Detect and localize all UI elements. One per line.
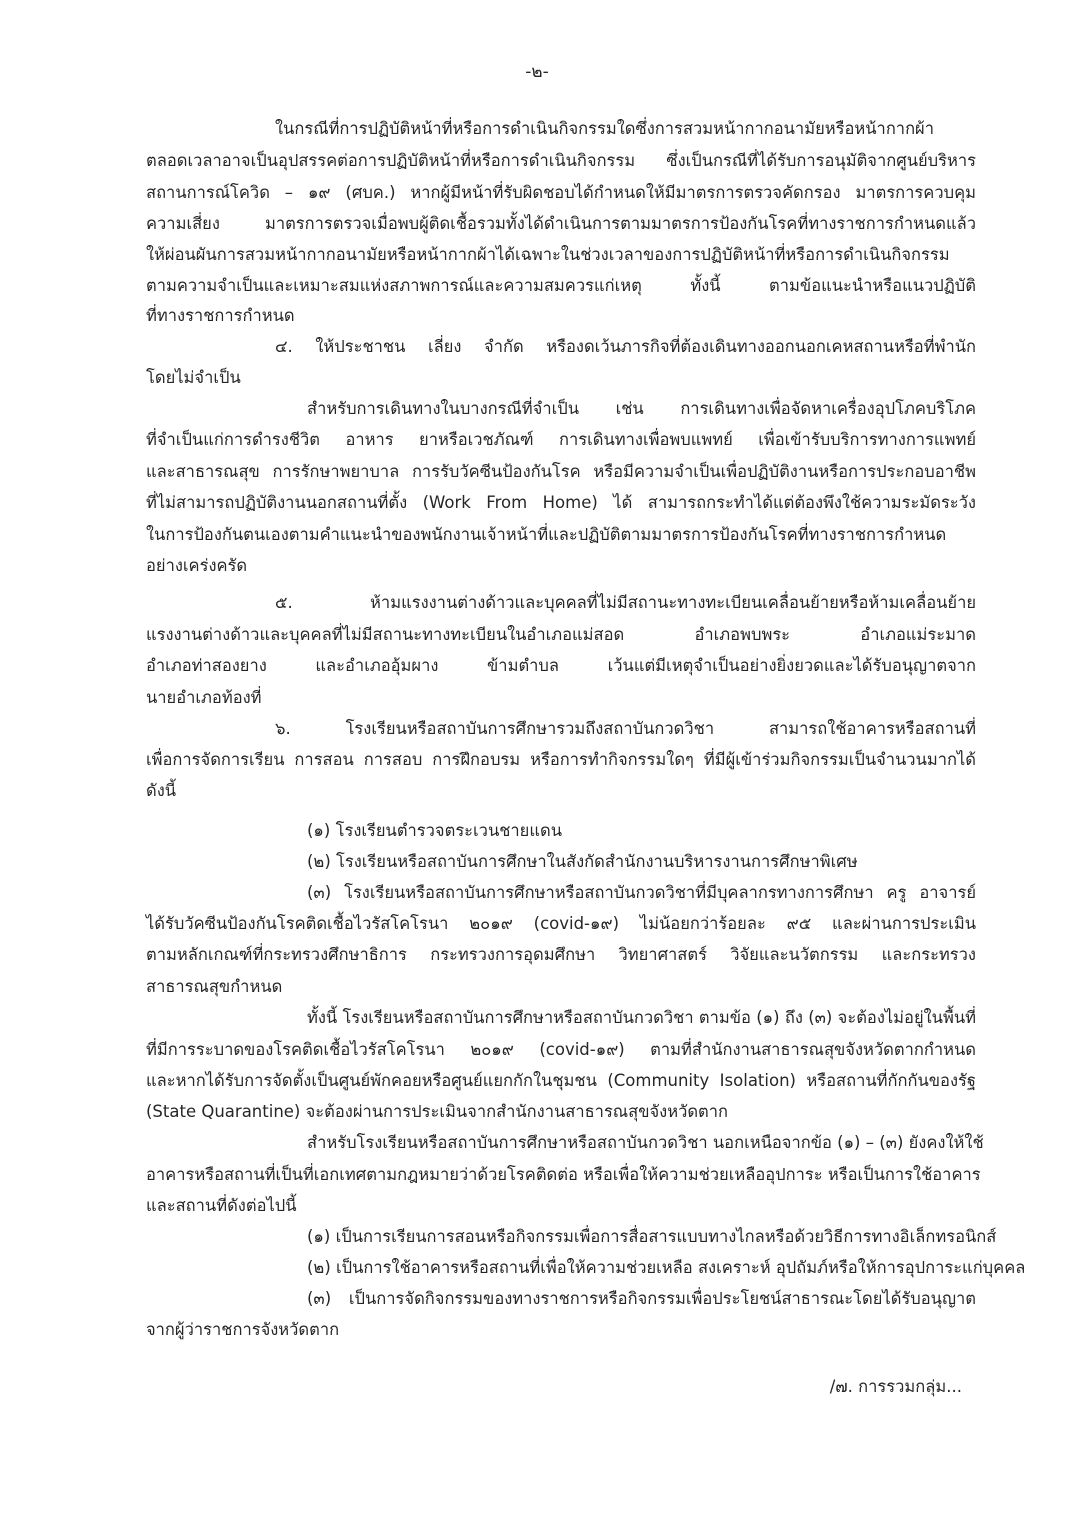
text-line: อำเภอท่าสองยาง และอำเภออุ้มผาง ข้ามตำบล เว้นแต่มีเหตุจำเป็นอย่างยิ่งยวดและได้รับอนุญาตจาก (146, 656, 976, 675)
text-line: (State Quarantine) จะต้องผ่านการประเมินจากสำนักงานสาธารณสุขจังหวัดตาก (146, 1102, 729, 1121)
text-line: และหากได้รับการจัดตั้งเป็นศูนย์พักคอยหรือศูนย์แยกกักในชุมชน (Community Isolation) หรือสถานที่กักกันของรัฐ (146, 1071, 976, 1090)
text-line: ๖. โรงเรียนหรือสถาบันการศึกษารวมถึงสถาบันกวดวิชา สามารถใช้อาคารหรือสถานที่ (275, 719, 976, 738)
text-line: ทั้งนี้ โรงเรียนหรือสถาบันการศึกษาหรือสถาบันกวดวิชา ตามข้อ (๑) ถึง (๓) จะต้องไม่อยู่ในพื้นที่ (307, 1008, 976, 1027)
text-line: สำหรับโรงเรียนหรือสถาบันการศึกษาหรือสถาบันกวดวิชา นอกเหนือจากข้อ (๑) – (๓) ยังคงให้ใช้ (307, 1133, 984, 1152)
text-line: ๕. ห้ามแรงงานต่างด้าวและบุคคลที่ไม่มีสถานะทางทะเบียนเคลื่อนย้ายหรือห้ามเคลื่อนย้าย (275, 593, 976, 612)
text-line: (๒) เป็นการใช้อาคารหรือสถานที่เพื่อให้ความช่วยเหลือ สงเคราะห์ อุปถัมภ์หรือให้การอุปการะแก่บุคคล (307, 1258, 1026, 1277)
text-line: ความเสี่ยง มาตรการตรวจเมื่อพบผู้ติดเชื้อรวมทั้งได้ดำเนินการตามมาตรการป้องกันโรคที่ทางราชการกำหนดแล้ว (146, 214, 976, 233)
text-line: ให้ผ่อนผันการสวมหน้ากากอนามัยหรือหน้ากากผ้าได้เฉพาะในช่วงเวลาของการปฏิบัติหน้าที่หรือการดำเนินกิจกรรม (146, 245, 950, 264)
text-line: สำหรับการเดินทางในบางกรณีที่จำเป็น เช่น การเดินทางเพื่อจัดหาเครื่องอุปโภคบริโภค (307, 399, 976, 418)
text-line: ตามหลักเกณฑ์ที่กระทรวงศึกษาธิการ กระทรวงการอุดมศึกษา วิทยาศาสตร์ วิจัยและนวัตกรรม และกระทรวง (146, 945, 976, 964)
text-line: จากผู้ว่าราชการจังหวัดตาก (146, 1320, 340, 1339)
text-line: (๑) เป็นการเรียนการสอนหรือกิจกรรมเพื่อการสื่อสารแบบทางไกลหรือด้วยวิธีการทางอิเล็กทรอนิกส์ (307, 1227, 997, 1246)
next-page-reference: /๗. การรวมกลุ่ม... (829, 1377, 962, 1396)
text-line: ได้รับวัคซีนป้องกันโรคติดเชื้อไวรัสโคโรนา ๒๐๑๙ (covid-๑๙) ไม่น้อยกว่าร้อยละ ๙๕ และผ่านการประเมิน (146, 914, 976, 933)
text-line: ตามความจำเป็นและเหมาะสมแห่งสภาพการณ์และความสมควรแก่เหตุ ทั้งนี้ ตามข้อแนะนำหรือแนวปฏิบัติ (146, 276, 976, 295)
text-line: โดยไม่จำเป็น (146, 368, 241, 387)
text-line: ดังนี้ (146, 781, 177, 800)
text-line: อย่างเคร่งครัด (146, 556, 248, 575)
text-line: (๒) โรงเรียนหรือสถาบันการศึกษาในสังกัดสำนักงานบริหารงานการศึกษาพิเศษ (307, 852, 858, 871)
text-line: ๔. ให้ประชาชน เลี่ยง จำกัด หรืองดเว้นภารกิจที่ต้องเดินทางออกนอกเคหสถานหรือที่พำนัก (275, 337, 976, 356)
text-line: อาคารหรือสถานที่เป็นที่เอกเทศตามกฎหมายว่าด้วยโรคติดต่อ หรือเพื่อให้ความช่วยเหลืออุปการะ หรือเป็นการใช้อาคาร (146, 1165, 981, 1184)
text-line: (๓) เป็นการจัดกิจกรรมของทางราชการหรือกิจกรรมเพื่อประโยชน์สาธารณะโดยได้รับอนุญาต (307, 1289, 976, 1308)
page-number: -๒- (525, 62, 549, 82)
text-line: ตลอดเวลาอาจเป็นอุปสรรคต่อการปฏิบัติหน้าที่หรือการดำเนินกิจกรรม ซึ่งเป็นกรณีที่ได้รับการอนุมัติจากศูนย์บริหาร (146, 151, 976, 170)
text-line: เพื่อการจัดการเรียน การสอน การสอบ การฝึกอบรม หรือการทำกิจกรรมใดๆ ที่มีผู้เข้าร่วมกิจกรรมเป็นจำนวนมากได้ (146, 750, 976, 769)
text-line: นายอำเภอท้องที่ (146, 688, 262, 707)
text-line: ที่ไม่สามารถปฏิบัติงานนอกสถานที่ตั้ง (Work From Home) ได้ สามารถกระทำได้แต่ต้องพึงใช้ความระมัดระวัง (146, 493, 976, 512)
text-line: สถานการณ์โควิด – ๑๙ (ศบค.) หากผู้มีหน้าที่รับผิดชอบได้กำหนดให้มีมาตรการตรวจคัดกรอง มาตรการควบคุม (146, 183, 976, 202)
text-line: ในการป้องกันตนเองตามคำแนะนำของพนักงานเจ้าหน้าที่และปฏิบัติตามมาตรการป้องกันโรคที่ทางราชการกำหนด (146, 525, 947, 544)
text-line: (๑) โรงเรียนตำรวจตระเวนชายแดน (307, 821, 562, 840)
text-line: ในกรณีที่การปฏิบัติหน้าที่หรือการดำเนินกิจกรรมใดซึ่งการสวมหน้ากากอนามัยหรือหน้ากากผ้า (275, 119, 934, 138)
text-line: ที่มีการระบาดของโรคติดเชื้อไวรัสโคโรนา ๒๐๑๙ (covid-๑๙) ตามที่สำนักงานสาธารณสุขจังหวัดตากกำหนด (146, 1040, 976, 1059)
text-line: ที่จำเป็นแก่การดำรงชีวิต อาหาร ยาหรือเวชภัณฑ์ การเดินทางเพื่อพบแพทย์ เพื่อเข้ารับบริการทางการแพทย์ (146, 430, 976, 449)
text-line: และสถานที่ดังต่อไปนี้ (146, 1196, 297, 1215)
text-line: แรงงานต่างด้าวและบุคคลที่ไม่มีสถานะทางทะเบียนในอำเภอแม่สอด อำเภอพบพระ อำเภอแม่ระมาด (146, 625, 976, 644)
text-line: และสาธารณสุข การรักษาพยาบาล การรับวัคซีนป้องกันโรค หรือมีความจำเป็นเพื่อปฏิบัติงานหรือการประกอบอาชีพ (146, 462, 976, 481)
text-line: ที่ทางราชการกำหนด (146, 306, 295, 325)
text-line: (๓) โรงเรียนหรือสถาบันการศึกษาหรือสถาบันกวดวิชาที่มีบุคลากรทางการศึกษา ครู อาจารย์ (307, 883, 976, 902)
text-line: สาธารณสุขกำหนด (146, 977, 283, 996)
